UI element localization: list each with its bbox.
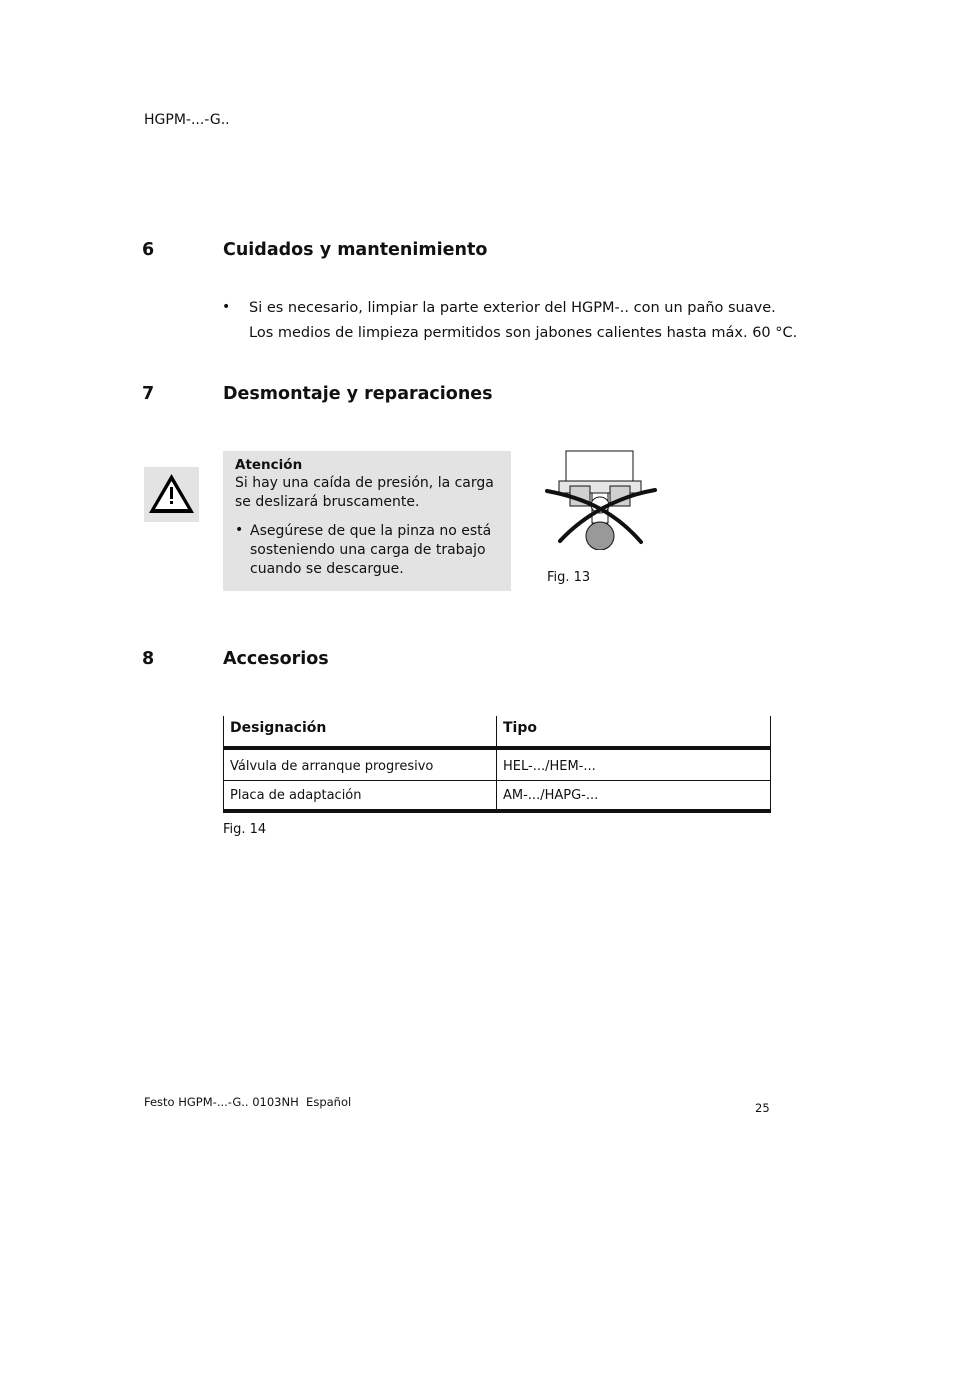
section-8-number: 8 bbox=[142, 649, 155, 669]
warning-title: Atención bbox=[235, 457, 303, 473]
figure-14-caption: Fig. 14 bbox=[223, 822, 267, 837]
section-6-number: 6 bbox=[142, 240, 155, 260]
column-header-designacion: Designación bbox=[224, 716, 497, 748]
table-cell: HEL-.../HEM-... bbox=[497, 748, 771, 781]
section-7-number: 7 bbox=[142, 384, 155, 404]
warning-box bbox=[223, 451, 511, 591]
table-cell: AM-.../HAPG-... bbox=[497, 781, 771, 812]
warning-triangle-icon bbox=[144, 467, 199, 522]
warning-bullet: • bbox=[235, 522, 244, 538]
running-head: HGPM-...-G.. bbox=[144, 112, 230, 128]
warning-bullet-text: Asegúrese de que la pinza no está sosteniendo una carga de trabajo cuando se descargue. bbox=[250, 523, 492, 577]
section-8-title: Accesorios bbox=[223, 649, 329, 669]
accessories-table bbox=[223, 716, 771, 813]
table-row bbox=[224, 748, 771, 781]
table-row bbox=[224, 781, 771, 812]
table-cell: Placa de adaptación bbox=[224, 781, 497, 812]
footer-page-number: 25 bbox=[755, 1101, 770, 1115]
figure-13 bbox=[545, 450, 660, 550]
section-6-title: Cuidados y mantenimiento bbox=[223, 240, 488, 260]
figure-13-caption: Fig. 13 bbox=[547, 570, 591, 585]
section-7-title: Desmontaje y reparaciones bbox=[223, 384, 493, 404]
table-header-row bbox=[224, 716, 771, 748]
section-6-line-1: Si es necesario, limpiar la parte exterior del HGPM-.. con un paño suave. bbox=[249, 300, 776, 316]
table-cell: Válvula de arranque progresivo bbox=[224, 748, 497, 781]
section-6-line-2: Los medios de limpieza permitidos son jabones calientes hasta máx. 60 °C. bbox=[249, 325, 798, 341]
section-6-bullet: • bbox=[222, 299, 231, 315]
footer-document-info: Festo HGPM-...-G.. 0103NH Español bbox=[144, 1095, 352, 1109]
crossed-out-gripper-icon bbox=[545, 450, 660, 550]
column-header-tipo: Tipo bbox=[497, 716, 771, 748]
warning-icon-panel bbox=[144, 467, 199, 522]
warning-text: Si hay una caída de presión, la carga se deslizará bruscamente. bbox=[235, 475, 494, 510]
